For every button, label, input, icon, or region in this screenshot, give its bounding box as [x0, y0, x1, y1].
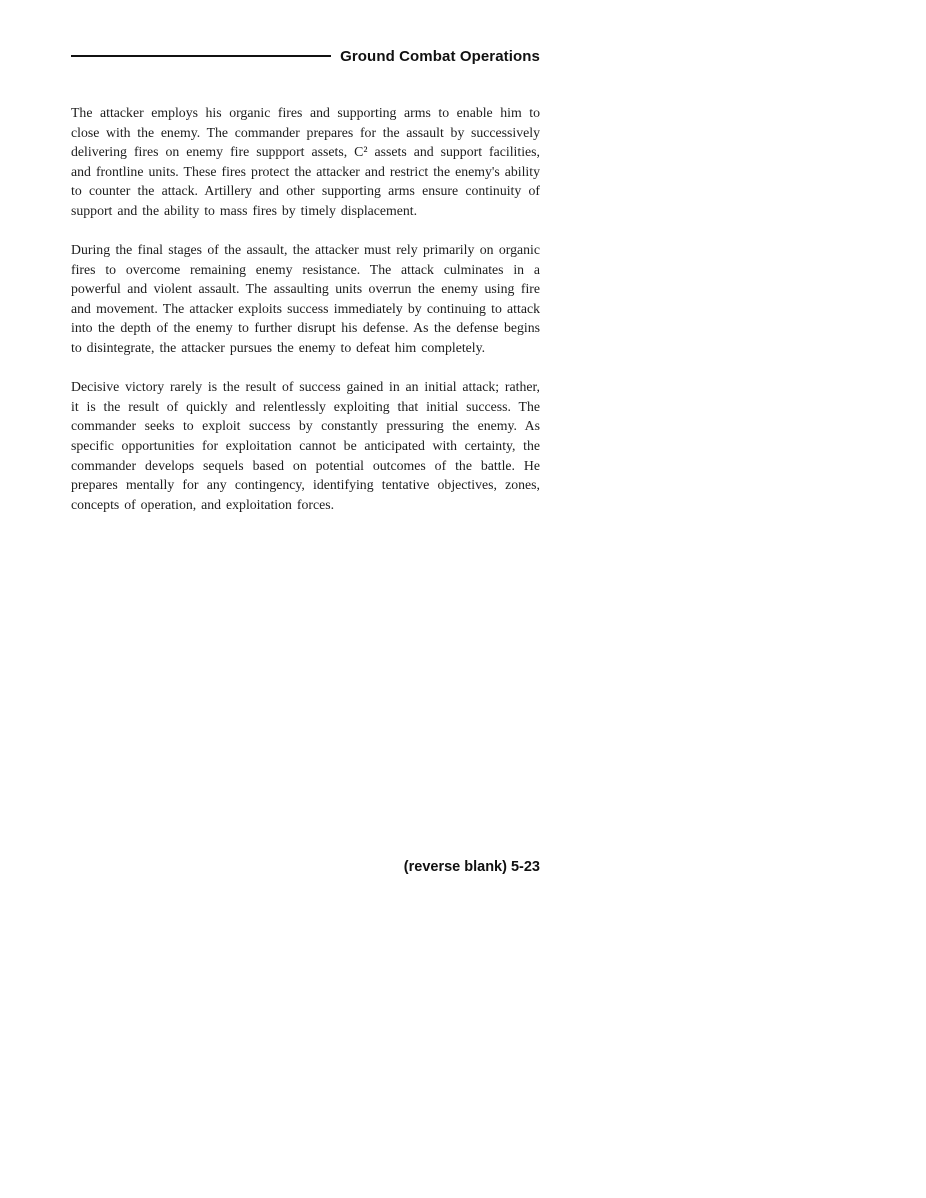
body-text — [71, 103, 540, 514]
page-footer: (reverse blank) 5-23 — [403, 859, 540, 875]
paragraph-decisive-victory: Decisive victory rarely is the result of success gained in an initial attack; rather, it is the result of quickly and relentlessly exploiting that initial success. The commander seeks to exploit success by constantly pressuring the enemy. As specific opportunities for exploitation cannot be anticipated with certainty, the commander develops sequels based on potential outcomes of the battle. He prepares mentally for any contingency, identifying tentative objectives, zones, concepts of operation, and exploitation forces. — [71, 379, 540, 512]
page-title: Ground Combat Operations — [340, 47, 540, 65]
paragraph-attacker-fires: The attacker employs his organic fires and supporting arms to enable him to close with the enemy. The commander prepares for the assault by successively delivering fires on enemy fire suppport assets, C² assets and support facilities, and frontline units. These fires protect the attacker and restrict the enemy's ability to counter the attack. Artillery and other supporting arms ensure continuity of support and the ability to mass fires by timely displacement. — [71, 105, 540, 218]
page-header — [71, 46, 540, 66]
paragraph-final-stages: During the final stages of the assault, the attacker must rely primarily on organic fires to overcome remaining enemy resistance. The attack culminates in a powerful and violent assault. The assaulting units overrun the enemy using fire and movement. The attacker exploits success immediately by continuing to attack into the depth of the enemy to further disrupt his defense. As the defense begins to disintegrate, the attacker pursues the enemy to defeat him completely. — [71, 242, 540, 356]
page-content — [71, 46, 540, 514]
header-rule — [71, 55, 331, 57]
